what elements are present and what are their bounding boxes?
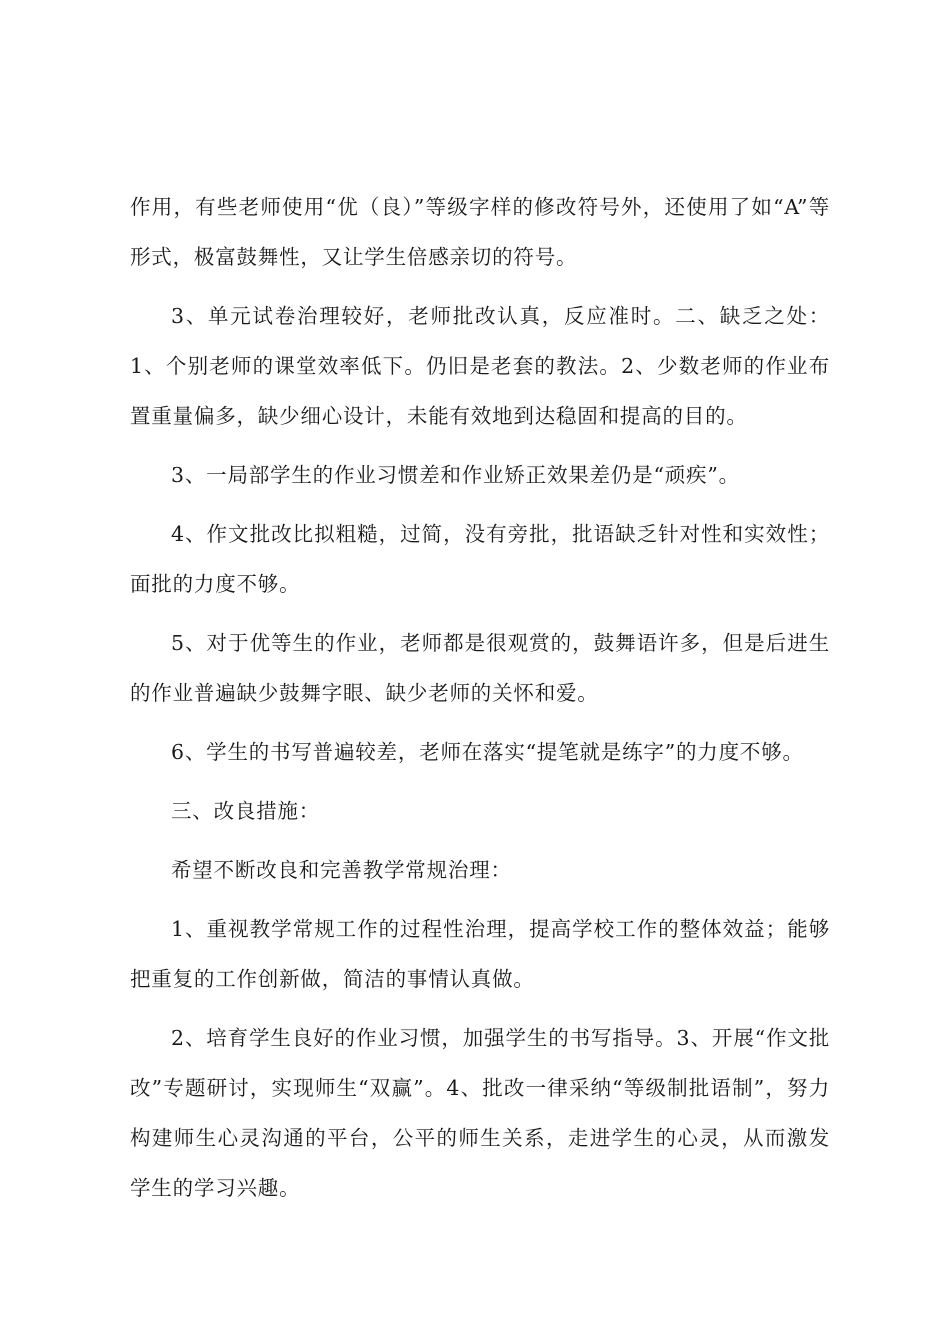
paragraph-3: 3、一局部学生的作业习惯差和作业矫正效果差仍是“顽疾”。: [171, 463, 740, 487]
paragraph-7: 希望不断改良和完善教学常规治理：: [171, 858, 512, 882]
paragraph-1: 作用，有些老师使用“优（良）”等级字样的修改符号外，还使用了如“A”等形式，极富鼓舞性，又让学生倍感亲切的符号。: [130, 195, 830, 269]
paragraph-6: 6、学生的书写普遍较差，老师在落实“提笔就是练字”的力度不够。: [171, 740, 804, 764]
paragraph-8: 1、重视教学常规工作的过程性治理，提高学校工作的整体效益；能够把重复的工作创新做，简洁的事情认真做。: [130, 917, 830, 991]
document-body: [130, 182, 830, 1222]
paragraph-5: 5、对于优等生的作业，老师都是很观赏的，鼓舞语许多，但是后进生的作业普遍缺少鼓舞字眼、缺少老师的关怀和爱。: [130, 631, 830, 705]
section-heading-improvements: 三、改良措施：: [171, 799, 321, 823]
paragraph-9: 2、培育学生良好的作业习惯，加强学生的书写指导。3、开展“作文批改”专题研讨，实现师生“双赢”。4、批改一律采纳“等级制批语制”，努力构建师生心灵沟通的平台，公平的师生关系，走进学生的心灵，从而激发学生的学习兴趣。: [130, 1026, 830, 1200]
paragraph-4: 4、作文批改比拟粗糙，过简，没有旁批，批语缺乏针对性和实效性；面批的力度不够。: [130, 522, 830, 596]
paragraph-2: 3、单元试卷治理较好，老师批改认真，反应准时。二、缺乏之处：1、个别老师的课堂效率低下。仍旧是老套的教法。2、少数老师的作业布置重量偏多，缺少细心设计，未能有效地到达稳固和提高的目的。: [130, 304, 830, 428]
